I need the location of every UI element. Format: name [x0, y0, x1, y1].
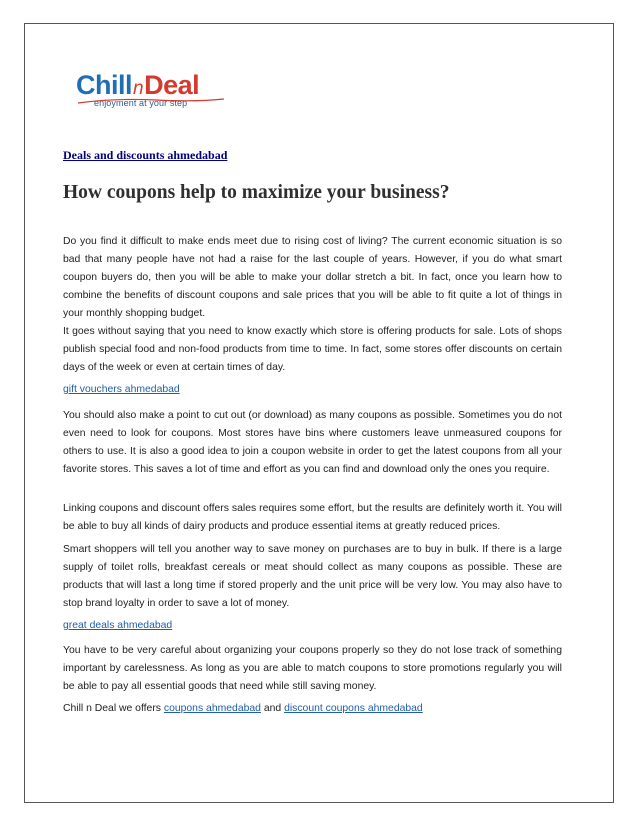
page-title: How coupons help to maximize your business? [63, 182, 450, 203]
paragraph-1: Do you find it difficult to make ends meet due to rising cost of living? The current economic situation is so bad that many people have not had a raise for the last couple of years. However, if you do what smart coupon buyers do, then you will be able to make your dollar stretch a bit. In fact, once you learn how to combine the benefits of discount coupons and sale prices that you will be able to fit quite a lot of things in your monthly shopping budget. [63, 236, 562, 319]
closing-prefix: Chill n Deal we offers [63, 703, 164, 714]
logo-deal-text: Deal [144, 70, 200, 100]
logo-tagline: enjoyment at your step [94, 98, 188, 108]
logo-n-text: n [133, 78, 144, 99]
discount-coupons-ahmedabad-link[interactable]: discount coupons ahmedabad [284, 703, 423, 714]
chillndeal-logo[interactable] [76, 70, 236, 110]
closing-line [63, 700, 562, 718]
coupons-ahmedabad-link[interactable]: coupons ahmedabad [163, 703, 261, 714]
gift-vouchers-link[interactable]: gift vouchers ahmedabad [63, 384, 180, 395]
paragraph-6: You have to be very careful about organizing your coupons properly so they do not lose track of something important by carelessness. As long as you are able to match coupons to store promotions regularly you will be able to pay all essential goods that need while still saving money. [63, 645, 562, 692]
logo-chill-text: Chill [76, 70, 132, 100]
paragraph-3: You should also make a point to cut out (or download) as many coupons as possible. Sometimes you do not even need to look for coupons. Most stores have bins where customers leave unmeasured coupons for others to use. It is also a good idea to join a coupon website in order to get the latest coupons from all your favorite stores. This saves a lot of time and effort as you can find and download only the ones you require. [63, 410, 562, 475]
closing-mid: and [260, 703, 285, 714]
category-link[interactable]: Deals and discounts ahmedabad [63, 148, 228, 162]
paragraph-5: Smart shoppers will tell you another way to save money on purchases are to buy in bulk. If there is a large supply of toilet rolls, breakfast cereals or meat should collect as many coupons as possible. These are products that will last a long time if stored properly and the unit price will be very low. You may also have to stop brand loyalty in order to save a lot of money. [63, 544, 562, 609]
great-deals-link[interactable]: great deals ahmedabad [63, 620, 173, 631]
paragraph-2: It goes without saying that you need to know exactly which store is offering products for sale. Lots of shops publish special food and non-food products from time to time. In fact, some stores offer discounts on certain days of the week or even at certain times of day. [63, 326, 562, 373]
paragraph-4: Linking coupons and discount offers sales requires some effort, but the results are definitely worth it. You will be able to buy all kinds of dairy products and produce essential items at greatly reduced prices. [63, 503, 562, 532]
